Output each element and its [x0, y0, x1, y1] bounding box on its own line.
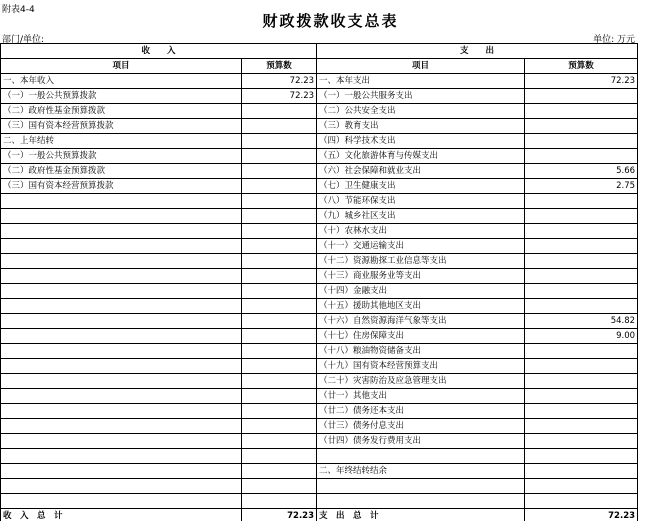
expense-value-cell: 2.75 [525, 179, 638, 194]
expense-item-cell: 二、年终结转结余 [317, 464, 525, 479]
income-value-cell [242, 269, 317, 284]
income-value-cell [242, 419, 317, 434]
income-item-cell [1, 269, 242, 284]
income-value-cell [242, 359, 317, 374]
income-value-cell [242, 239, 317, 254]
expense-value-cell [525, 209, 638, 224]
income-value-cell [242, 434, 317, 449]
table-row [1, 209, 638, 224]
table-row [1, 359, 638, 374]
expense-item-cell: （一）一般公共服务支出 [317, 89, 525, 104]
expense-item-cell: （六）社会保障和就业支出 [317, 164, 525, 179]
expense-item-cell [317, 479, 525, 494]
expense-value-cell [525, 224, 638, 239]
income-budget-header: 预算数 [242, 59, 317, 74]
expense-value-cell [525, 434, 638, 449]
expense-value-cell [525, 479, 638, 494]
unit-label: 单位: 万元 [593, 35, 635, 45]
expense-item-cell: 一、本年支出 [317, 74, 525, 89]
income-value-cell [242, 149, 317, 164]
table-row [1, 314, 638, 329]
totals-row [1, 509, 638, 521]
expense-section-header: 支 出 [317, 44, 638, 59]
expense-value-cell [525, 194, 638, 209]
expense-item-cell: （十六）自然资源海洋气象等支出 [317, 314, 525, 329]
expense-value-cell [525, 284, 638, 299]
income-item-cell [1, 344, 242, 359]
income-item-cell: （二）政府性基金预算拨款 [1, 104, 242, 119]
expense-item-cell: （十四）金融支出 [317, 284, 525, 299]
table-row [1, 239, 638, 254]
expense-value-cell: 9.00 [525, 329, 638, 344]
expense-item-cell [317, 449, 525, 464]
income-value-cell [242, 329, 317, 344]
table-row [1, 224, 638, 239]
expense-item-cell: （二）公共安全支出 [317, 104, 525, 119]
income-item-cell [1, 434, 242, 449]
expense-value-cell [525, 359, 638, 374]
expense-value-cell [525, 134, 638, 149]
income-value-cell [242, 119, 317, 134]
expense-item-cell: （七）卫生健康支出 [317, 179, 525, 194]
expense-item-cell [317, 494, 525, 509]
income-value-cell [242, 104, 317, 119]
income-total-label: 收 入 总 计 [1, 509, 242, 521]
income-value-cell: 72.23 [242, 74, 317, 89]
table-row [1, 149, 638, 164]
expense-value-cell: 72.23 [525, 74, 638, 89]
income-value-cell [242, 209, 317, 224]
income-item-cell [1, 254, 242, 269]
expense-item-cell: （四）科学技术支出 [317, 134, 525, 149]
expense-value-cell [525, 419, 638, 434]
expense-item-cell: （十八）粮油物资储备支出 [317, 344, 525, 359]
income-value-cell: 72.23 [242, 89, 317, 104]
expense-value-cell [525, 299, 638, 314]
expense-item-cell: （廿二）债务还本支出 [317, 404, 525, 419]
budget-table [0, 43, 638, 521]
income-item-cell: （三）国有资本经营预算拨款 [1, 119, 242, 134]
income-item-cell [1, 419, 242, 434]
income-item-cell: （三）国有资本经营预算拨款 [1, 179, 242, 194]
expense-item-cell: （十九）国有资本经营预算支出 [317, 359, 525, 374]
income-value-cell [242, 449, 317, 464]
expense-value-cell: 5.66 [525, 164, 638, 179]
table-row [1, 194, 638, 209]
expense-value-cell [525, 119, 638, 134]
income-item-cell: 二、上年结转 [1, 134, 242, 149]
expense-value-cell [525, 254, 638, 269]
expense-value-cell [525, 104, 638, 119]
table-row [1, 494, 638, 509]
income-item-cell [1, 389, 242, 404]
annex-label: 附表4-4 [2, 5, 35, 15]
income-item-cell [1, 239, 242, 254]
table-row [1, 89, 638, 104]
expense-value-cell [525, 89, 638, 104]
table-row [1, 344, 638, 359]
income-item-cell [1, 209, 242, 224]
table-row [1, 179, 638, 194]
expense-item-cell: （五）文化旅游体育与传媒支出 [317, 149, 525, 164]
income-item-cell [1, 404, 242, 419]
income-item-cell: （一）一般公共预算拨款 [1, 89, 242, 104]
income-value-cell [242, 314, 317, 329]
expense-value-cell [525, 269, 638, 284]
expense-item-cell: （十二）资源勘探工业信息等支出 [317, 254, 525, 269]
expense-item-cell: （三）教育支出 [317, 119, 525, 134]
income-value-cell [242, 164, 317, 179]
table-row [1, 254, 638, 269]
income-item-cell [1, 449, 242, 464]
table-row [1, 134, 638, 149]
table-row [1, 449, 638, 464]
page-title: 财政拨款收支总表 [262, 12, 399, 30]
income-item-cell [1, 224, 242, 239]
income-value-cell [242, 389, 317, 404]
income-item-cell [1, 194, 242, 209]
expense-total-value: 72.23 [525, 509, 638, 521]
income-value-cell [242, 284, 317, 299]
expense-value-cell [525, 374, 638, 389]
table-row [1, 404, 638, 419]
income-value-cell [242, 464, 317, 479]
expense-item-cell: （廿一）其他支出 [317, 389, 525, 404]
table-row [1, 104, 638, 119]
income-value-cell [242, 404, 317, 419]
dept-label: 部门/单位: [2, 35, 45, 45]
income-item-cell [1, 299, 242, 314]
income-value-cell [242, 344, 317, 359]
expense-item-cell: （十七）住房保障支出 [317, 329, 525, 344]
income-item-cell: 一、本年收入 [1, 74, 242, 89]
income-total-value: 72.23 [242, 509, 317, 521]
income-value-cell [242, 224, 317, 239]
expense-value-cell [525, 404, 638, 419]
table-row [1, 284, 638, 299]
table-row [1, 464, 638, 479]
column-header-row [1, 59, 638, 74]
expense-value-cell [525, 149, 638, 164]
income-item-cell: （二）政府性基金预算拨款 [1, 164, 242, 179]
expense-item-cell: （十三）商业服务业等支出 [317, 269, 525, 284]
income-item-cell [1, 329, 242, 344]
expense-item-cell: （八）节能环保支出 [317, 194, 525, 209]
income-item-cell [1, 479, 242, 494]
income-item-cell [1, 374, 242, 389]
expense-item-cell: （廿三）债务付息支出 [317, 419, 525, 434]
income-value-cell [242, 134, 317, 149]
expense-item-cell: （九）城乡社区支出 [317, 209, 525, 224]
expense-item-cell: （十五）援助其他地区支出 [317, 299, 525, 314]
expense-total-label: 支 出 总 计 [317, 509, 525, 521]
table-row [1, 389, 638, 404]
expense-value-cell [525, 389, 638, 404]
expense-item-cell: （廿四）债务发行费用支出 [317, 434, 525, 449]
table-row [1, 374, 638, 389]
expense-value-cell [525, 344, 638, 359]
income-value-cell [242, 374, 317, 389]
expense-value-cell [525, 494, 638, 509]
income-item-cell [1, 284, 242, 299]
income-value-cell [242, 254, 317, 269]
income-item-cell [1, 359, 242, 374]
income-item-cell [1, 314, 242, 329]
expense-value-cell [525, 449, 638, 464]
income-value-cell [242, 494, 317, 509]
table-row [1, 299, 638, 314]
expense-item-header: 项目 [317, 59, 525, 74]
income-item-cell [1, 494, 242, 509]
expense-value-cell [525, 239, 638, 254]
income-value-cell [242, 179, 317, 194]
expense-budget-header: 预算数 [525, 59, 638, 74]
table-row [1, 164, 638, 179]
income-section-header: 收 入 [1, 44, 317, 59]
table-row [1, 434, 638, 449]
expense-value-cell [525, 464, 638, 479]
table-row [1, 329, 638, 344]
expense-item-cell: （十一）交通运输支出 [317, 239, 525, 254]
expense-value-cell: 54.82 [525, 314, 638, 329]
expense-item-cell: （十）农林水支出 [317, 224, 525, 239]
income-value-cell [242, 299, 317, 314]
table-row [1, 119, 638, 134]
expense-item-cell: （二十）灾害防治及应急管理支出 [317, 374, 525, 389]
table-row [1, 74, 638, 89]
table-row [1, 479, 638, 494]
income-value-cell [242, 479, 317, 494]
section-header-row [1, 44, 638, 59]
income-value-cell [242, 194, 317, 209]
table-row [1, 269, 638, 284]
table-row [1, 419, 638, 434]
income-item-cell: （一）一般公共预算拨款 [1, 149, 242, 164]
income-item-header: 项目 [1, 59, 242, 74]
income-item-cell [1, 464, 242, 479]
